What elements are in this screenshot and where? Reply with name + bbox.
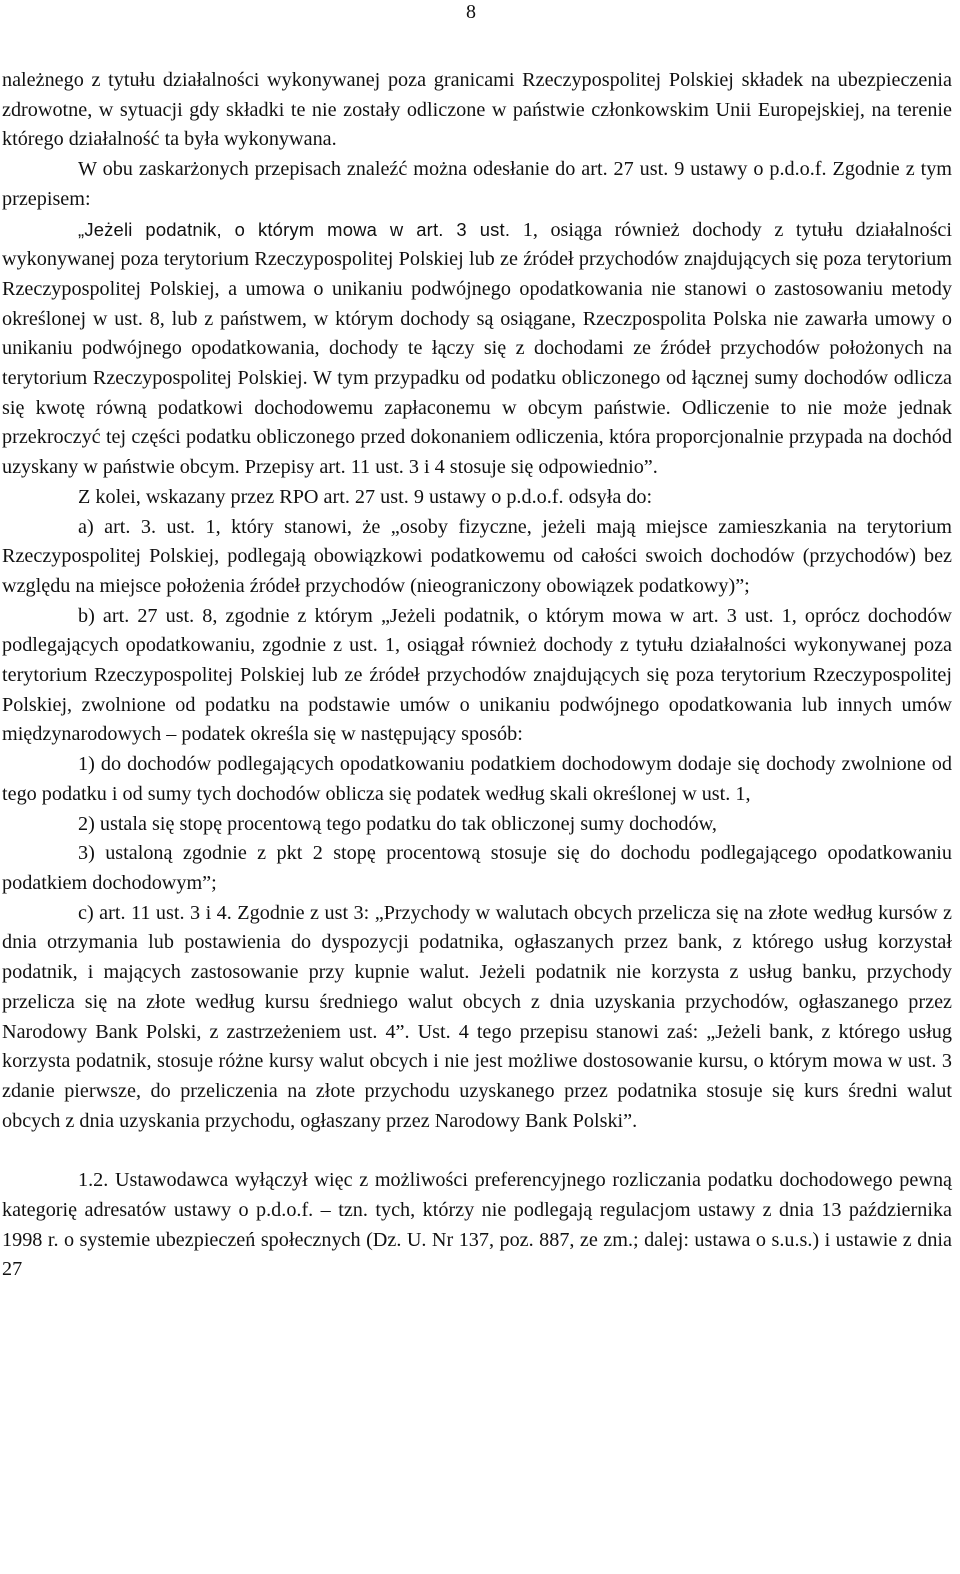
quote-opening: „Jeżeli podatnik, o którym mowa w art. 3 ust. [78, 218, 511, 240]
list-item-c: c) art. 11 ust. 3 i 4. Zgodnie z ust 3: „Przychody w walutach obcych przelicza się na złote według kursów z dnia otrzymania lub postawienia do dyspozycji podatnika, ogłaszanych przez bank, z którego usług korzystał podatnik, i mających zastosowanie przy kupnie walut. Jeżeli podatnik nie korzysta z usług banku, przychody przelicza się na złote według kursu średniego walut obcych z dnia uzyskania przychodów, ogłaszanego przez Narodowy Bank Polski, z zastrzeżeniem ust. 4”. Ust. 4 tego przepisu stanowi zaś: „Jeżeli bank, z którego usług korzysta podatnik, stosuje różne kursy walut obcych i nie jest możliwe dostosowanie kursu, o którym mowa w ust. 3 zdanie pierwsze, do przeliczenia na złote przychodu uzyskanego przez podatnika stosuje się kurs średni walut obcych z dnia uzyskania przychodu, ogłaszany przez Narodowy Bank Polski”. [2, 901, 952, 1132]
paragraph-2: W obu zaskarżonych przepisach znaleźć można odesłanie do art. 27 ust. 9 ustawy o p.d.o.f. Zgodnie z tym przepisem: [2, 158, 952, 210]
list-item-b: b) art. 27 ust. 8, zgodnie z którym „Jeżeli podatnik, o którym mowa w art. 3 ust. 1, oprócz dochodów podlegających opodatkowaniu, zgodnie z ust. 1, osiągał również dochody z tytułu działalności wykonywanej poza terytorium Rzeczypospolitej Polskiej lub ze źródeł przychodów znajdujących się poza terytorium Rzeczypospolitej Polskiej, zwolnione od podatku na podstawie umów o unikaniu podwójnego opodatkowania lub innych umów międzynarodowych – podatek określa się w następujący sposób: [2, 604, 952, 746]
section-gap [2, 1136, 952, 1166]
list-item-a: a) art. 3. ust. 1, który stanowi, że „osoby fizyczne, jeżeli mają miejsce zamieszkania na terytorium Rzeczypospolitej Polskiej, podlegają obowiązkowi podatkowemu od całości swoich dochodów (przychodów) bez względu na miejsce położenia źródeł przychodów (nieograniczony obowiązek podatkowy)”; [2, 515, 952, 597]
page-number: 8 [466, 1, 476, 23]
sub-item-2: 2) ustala się stopę procentową tego podatku do tak obliczonej sumy dochodów, [78, 812, 717, 835]
sub-item-3: 3) ustaloną zgodnie z pkt 2 stopę procentową stosuje się do dochodu podlegającego opodatkowaniu podatkiem dochodowym”; [2, 842, 952, 894]
paragraph-1: należnego z tytułu działalności wykonywanej poza granicami Rzeczypospolitej Polskiej składek na ubezpieczenia zdrowotne, w sytuacji gdy składki te nie zostały odliczone w państwie członkowskim Unii Europejskiej, na terenie którego działalność ta była wykonywana. [2, 69, 952, 151]
quote-continuation: 1, osiąga również dochody z tytułu działalności wykonywanej poza terytorium Rzeczypospolitej Polskiej lub ze źródeł przychodów znajdujących się poza terytorium Rzeczypospolitej Polskiej, a umowa o unikaniu podwójnego opodatkowania nie stanowi o zastosowaniu metody określonej w ust. 8, lub z państwem, w którym dochody są osiągane, Rzeczpospolita Polska nie zawarła umowy o unikaniu podwójnego opodatkowania, dochody te łączy się z dochodami ze źródeł przychodów położonych na terytorium Rzeczypospolitej Polskiej. W tym przypadku od podatku obliczonego od łącznej sumy dochodów odlicza się kwotę równą podatkowi dochodowemu zapłaconemu w obcym państwie. Odliczenie to nie może jednak przekroczyć tej części podatku obliczonego przed dokonaniem odliczenia, która proporcjonalnie przypada na dochód uzyskany w państwie obcym. Przepisy art. 11 ust. 3 i 4 stosuje się odpowiednio”. [2, 218, 952, 479]
paragraph-4: Z kolei, wskazany przez RPO art. 27 ust. 9 ustawy o p.d.o.f. odsyła do: [78, 485, 653, 508]
section-1-2-paragraph: 1.2. Ustawodawca wyłączył więc z możliwości preferencyjnego rozliczania podatku dochodowego pewną kategorię adresatów ustawy o p.d.o.f. – tzn. tych, którzy nie podlegają regulacjom ustawy z dnia 13 października 1998 r. o systemie ubezpieczeń społecznych (Dz. U. Nr 137, poz. 887, ze zm.; dalej: ustawa o s.u.s.) i ustawie z dnia 27 [2, 1169, 952, 1281]
document-body [2, 66, 952, 1285]
sub-item-1: 1) do dochodów podlegających opodatkowaniu podatkiem dochodowym dodaje się dochody zwolnione od tego podatku i od sumy tych dochodów oblicza się podatek według skali określonej w ust. 1, [2, 753, 952, 805]
paragraph-3-quoted-provision [2, 215, 952, 483]
